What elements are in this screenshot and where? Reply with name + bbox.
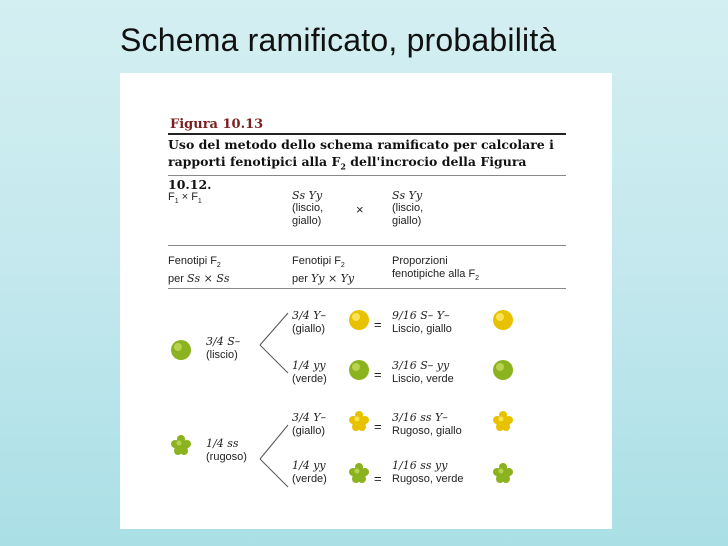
wrinkled-green-pea-icon [348, 463, 370, 485]
row-3-fraction: 3/4 Y– [292, 411, 326, 424]
row-3-result-label: Rugoso, giallo [392, 425, 462, 437]
row-2-fraction: 1/4 yy [292, 359, 326, 372]
parent-1: Ss Yy (liscio, giallo) [292, 189, 324, 227]
row-1-equals: = [374, 317, 382, 332]
header-col-3: Proporzioni fenotipiche alla $F_2$ [392, 255, 480, 283]
row-3-equals: = [374, 419, 382, 434]
wrinkled-green-pea-icon [170, 435, 192, 457]
caption-line-1: Uso del metodo dello schema ramificato per calcolare i [168, 137, 554, 152]
wrinkled-yellow-pea-icon [492, 411, 514, 433]
smooth-yellow-pea-icon [492, 309, 514, 331]
smooth-green-pea-icon [492, 359, 514, 381]
row-3-result-fraction: 3/16 ss Y– [392, 411, 448, 424]
row-2-result-label: Liscio, verde [392, 373, 454, 385]
wrinkled-yellow-pea-icon [348, 411, 370, 433]
branch-1-fraction: 3/4 S– [206, 335, 241, 348]
row-2-label: (verde) [292, 373, 327, 385]
row-1-fraction: 3/4 Y– [292, 309, 326, 322]
branch-1-label: (liscio) [206, 349, 238, 361]
row-4-equals: = [374, 471, 382, 486]
branch-2-fraction: 1/4 ss [206, 437, 239, 450]
wrinkled-green-pea-icon [492, 463, 514, 485]
row-1-label: (giallo) [292, 323, 326, 335]
smooth-yellow-pea-icon [348, 309, 370, 331]
row-4-fraction: 1/4 yy [292, 459, 326, 472]
header-col-1: Fenotipi $F_2$ per Ss × Ss [168, 255, 230, 286]
header-col-2: Fenotipi $F_2$ per Yy × Yy [292, 255, 355, 286]
smooth-green-pea-icon [348, 359, 370, 381]
row-4-label: (verde) [292, 473, 327, 485]
row-4-result-fraction: 1/16 ss yy [392, 459, 448, 472]
row-2-equals: = [374, 367, 382, 382]
row-2-result-fraction: 3/16 S– yy [392, 359, 450, 372]
branch-2-label: (rugoso) [206, 451, 247, 463]
cross-label: $F_1 \times F_1$ [168, 191, 202, 206]
figure-label: Figura 10.13 [170, 117, 264, 132]
row-4-result-label: Rugoso, verde [392, 473, 464, 485]
cross-times-symbol: × [356, 202, 364, 217]
caption-line-2: rapporti fenotipici alla $F_2$ dell'incrocio della Figura 10.12. [168, 154, 527, 192]
figure-panel [120, 73, 612, 529]
row-1-result-fraction: 9/16 S– Y– [392, 309, 450, 322]
row-1-result-label: Liscio, giallo [392, 323, 452, 335]
branch-lines [120, 73, 612, 529]
slide-title: Schema ramificato, probabilità [120, 22, 557, 58]
row-3-label: (giallo) [292, 425, 326, 437]
parent-2: Ss Yy (liscio, giallo) [392, 189, 424, 227]
smooth-green-pea-icon [170, 339, 192, 361]
